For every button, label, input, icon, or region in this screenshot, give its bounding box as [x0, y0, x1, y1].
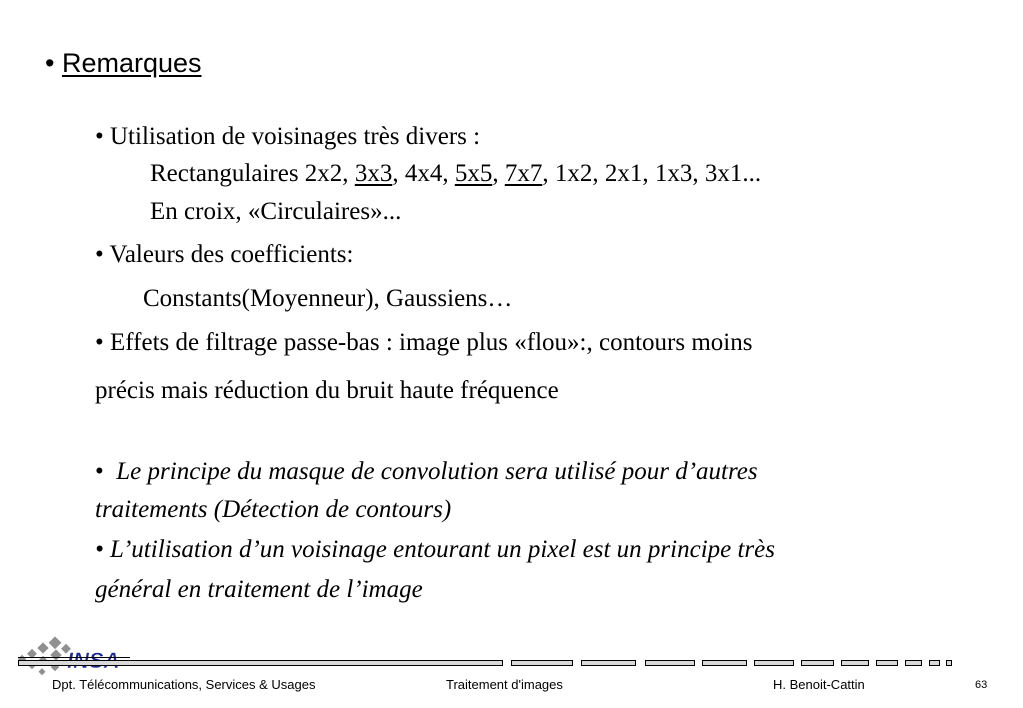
bullet-utilisation-line2: général en traitement de l’image: [95, 576, 423, 603]
rect-text-b: , 4x4,: [392, 160, 455, 187]
footer-bar-seg3: [645, 660, 695, 666]
footer-bar-seg6: [801, 660, 834, 666]
principe-bullet: •: [95, 458, 104, 485]
heading-bullet: •: [45, 48, 55, 78]
bullet-coefficients-sub: Constants(Moyenneur), Gaussiens…: [143, 285, 513, 312]
insa-logo: [15, 636, 130, 680]
footer-bar-seg1: [511, 660, 573, 666]
footer-bar-seg7: [841, 660, 869, 666]
footer-bar-seg9: [905, 660, 922, 666]
footer-bar-long: [18, 660, 503, 666]
footer-bar-seg5: [754, 660, 794, 666]
footer-rule: [18, 657, 130, 658]
footer-bar-seg10: [929, 660, 940, 666]
footer-bar-seg11: [946, 660, 952, 666]
footer-bar-seg4: [702, 660, 747, 666]
heading-text: Remarques: [61, 48, 202, 78]
rect-7x7: 7x7: [504, 160, 543, 187]
rect-text-c: ,: [492, 160, 505, 187]
bullet-effets-line2: précis mais réduction du bruit haute fréquence: [95, 377, 559, 404]
bullet-principe-line1: [95, 459, 758, 484]
principe-text: Le principe du masque de convolution sera utilisé pour d’autres: [116, 458, 758, 485]
footer-bar-seg2: [581, 660, 636, 666]
bullet-voisinages-rect: [150, 161, 761, 186]
footer-page-number: 63: [975, 679, 988, 691]
bullet-principe-line2: traitements (Détection de contours): [95, 496, 452, 523]
rect-text-d: , 1x2, 2x1, 1x3, 3x1...: [542, 160, 762, 187]
rect-text-a: Rectangulaires 2x2,: [150, 160, 355, 187]
bullet-voisinages: • Utilisation de voisinages très divers :: [95, 123, 481, 150]
footer-dept: Dpt. Télécommunications, Services & Usages: [52, 677, 316, 692]
insa-logo-graphic: [15, 636, 130, 680]
bullet-coefficients: • Valeurs des coefficients:: [95, 241, 354, 268]
bullet-utilisation-line1: • L’utilisation d’un voisinage entourant un pixel est un principe très: [95, 536, 775, 563]
rect-5x5: 5x5: [454, 160, 493, 187]
footer-author: H. Benoit-Cattin: [773, 677, 865, 692]
bullet-voisinages-croix: En croix, «Circulaires»...: [150, 198, 402, 225]
slide-heading: [45, 48, 202, 79]
footer-bar-seg8: [876, 660, 898, 666]
bullet-effets-line1: • Effets de filtrage passe-bas : image plus «flou»:, contours moins: [95, 329, 753, 356]
footer-course: Traitement d'images: [446, 677, 563, 692]
rect-3x3: 3x3: [354, 160, 393, 187]
